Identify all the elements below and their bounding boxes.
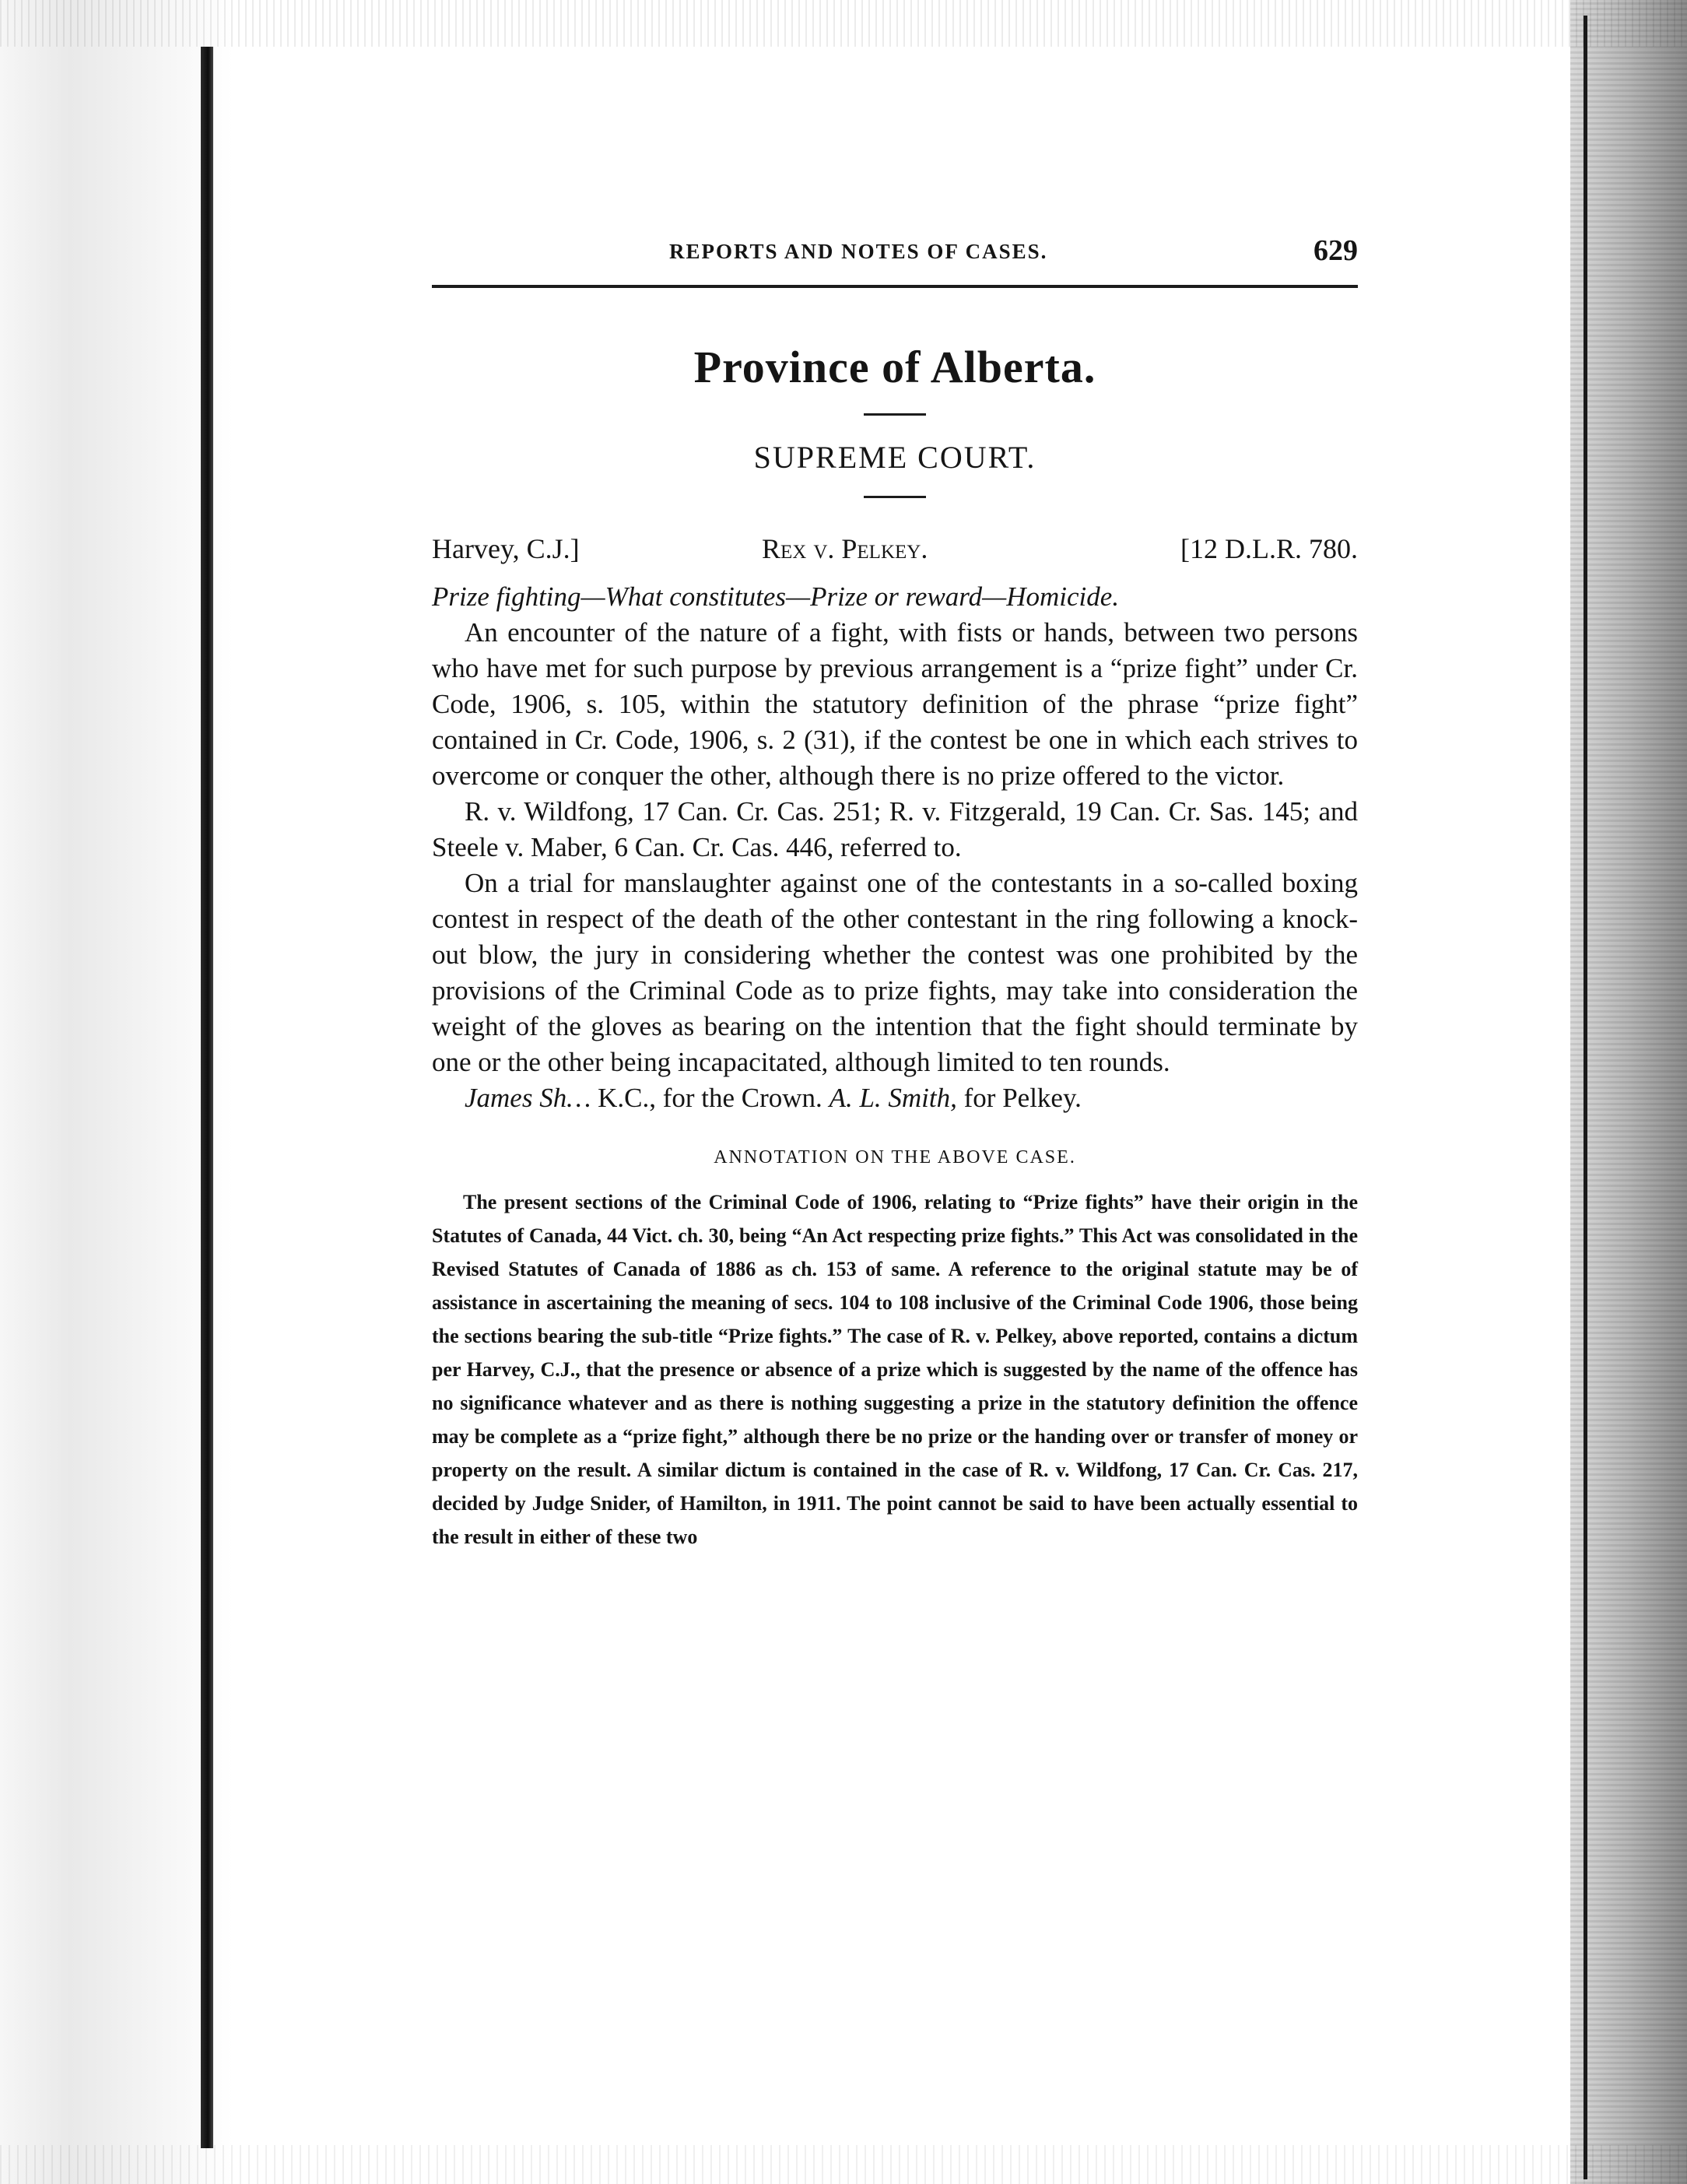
case-citation: [12 D.L.R. 780. <box>1180 533 1358 564</box>
province-heading: Province of Alberta. <box>693 342 1096 392</box>
page-content <box>432 233 1358 1554</box>
counsel-line <box>432 1080 1358 1116</box>
header-rule <box>432 285 1358 288</box>
crown-counsel-role: K.C., for the Crown. <box>598 1083 822 1113</box>
scan-top-noise <box>0 0 1687 47</box>
scan-right-edge <box>1570 0 1687 2184</box>
running-title: REPORTS AND NOTES OF CASES. <box>669 240 1048 263</box>
headnote: Prize fighting—What constitutes—Prize or reward—Homicide. <box>432 581 1120 612</box>
scan-bottom-noise <box>0 2145 1687 2184</box>
scan-left-gutter <box>0 0 233 2184</box>
paragraph: R. v. Wildfong, 17 Can. Cr. Cas. 251; R. v. Fitzgerald, 19 Can. Cr. Sas. 145; and Steele v. Maber, 6 Can. Cr. Cas. 446, referred to. <box>432 796 1358 862</box>
divider <box>864 413 926 416</box>
case-line <box>432 532 1358 571</box>
crown-counsel-name: James Sh… <box>465 1083 591 1113</box>
case-title: Rex v. Pelkey. <box>762 533 928 564</box>
paragraph: On a trial for manslaughter against one of the contestants in a so-called boxing contest in respect of the death of the other contestant in the ring following a knock-out blow, the jury in considering whether the contest was one prohibited by the provisions of the Criminal Code as to prize fights, may take into consideration the weight of the gloves as bearing on the intention that the fight should terminate by one or the other being incapacitated, although limited to ten rounds. <box>432 868 1358 1077</box>
annotation-heading: ANNOTATION ON THE ABOVE CASE. <box>714 1147 1076 1167</box>
court-heading: SUPREME COURT. <box>753 440 1036 475</box>
book-spine-shadow <box>201 47 213 2148</box>
case-judge: Harvey, C.J.] <box>432 533 580 564</box>
page-edge-line <box>1584 16 1587 2179</box>
defence-counsel-name: A. L. Smith, <box>829 1083 957 1113</box>
divider <box>864 496 926 498</box>
body-text <box>432 615 1358 1080</box>
paragraph: An encounter of the nature of a fight, with fists or hands, between two persons who have met for such purpose by previous arrangement is a “prize fight” under Cr. Code, 1906, s. 105, within the statutory definition of the phrase “prize fight” contained in Cr. Code, 1906, s. 2 (31), if the contest be one in which each strives to overcome or conquer the other, although there is no prize offered to the victor. <box>432 617 1358 791</box>
annotation-text: The present sections of the Criminal Code of 1906, relating to “Prize fights” have their origin in the Statutes of Canada, 44 Vict. ch. 30, being “An Act respecting prize fights.” This Act was consolidated in the Revised Statutes of Canada of 1886 as ch. 153 of same. A reference to the original statute may be of assistance in ascertaining the meaning of secs. 104 to 108 inclusive of the Criminal Code 1906, those being the sections bearing the sub-title “Prize fights.” The case of R. v. Pelkey, above reported, contains a dictum per Harvey, C.J., that the presence or absence of a prize which is suggested by the name of the offence has no significance whatever and as there is nothing suggesting a prize in the statutory definition the offence may be complete as a “prize fight,” although there be no prize or the handing over or transfer of money or property on the result. A similar dictum is contained in the case of R. v. Wildfong, 17 Can. Cr. Cas. 217, decided by Judge Snider, of Hamilton, in 1911. The point cannot be said to have been actually essential to the result in either of these two <box>432 1191 1358 1548</box>
page-number: 629 <box>1313 234 1358 267</box>
defence-counsel-role: for Pelkey. <box>963 1083 1082 1113</box>
running-head <box>432 233 1358 280</box>
